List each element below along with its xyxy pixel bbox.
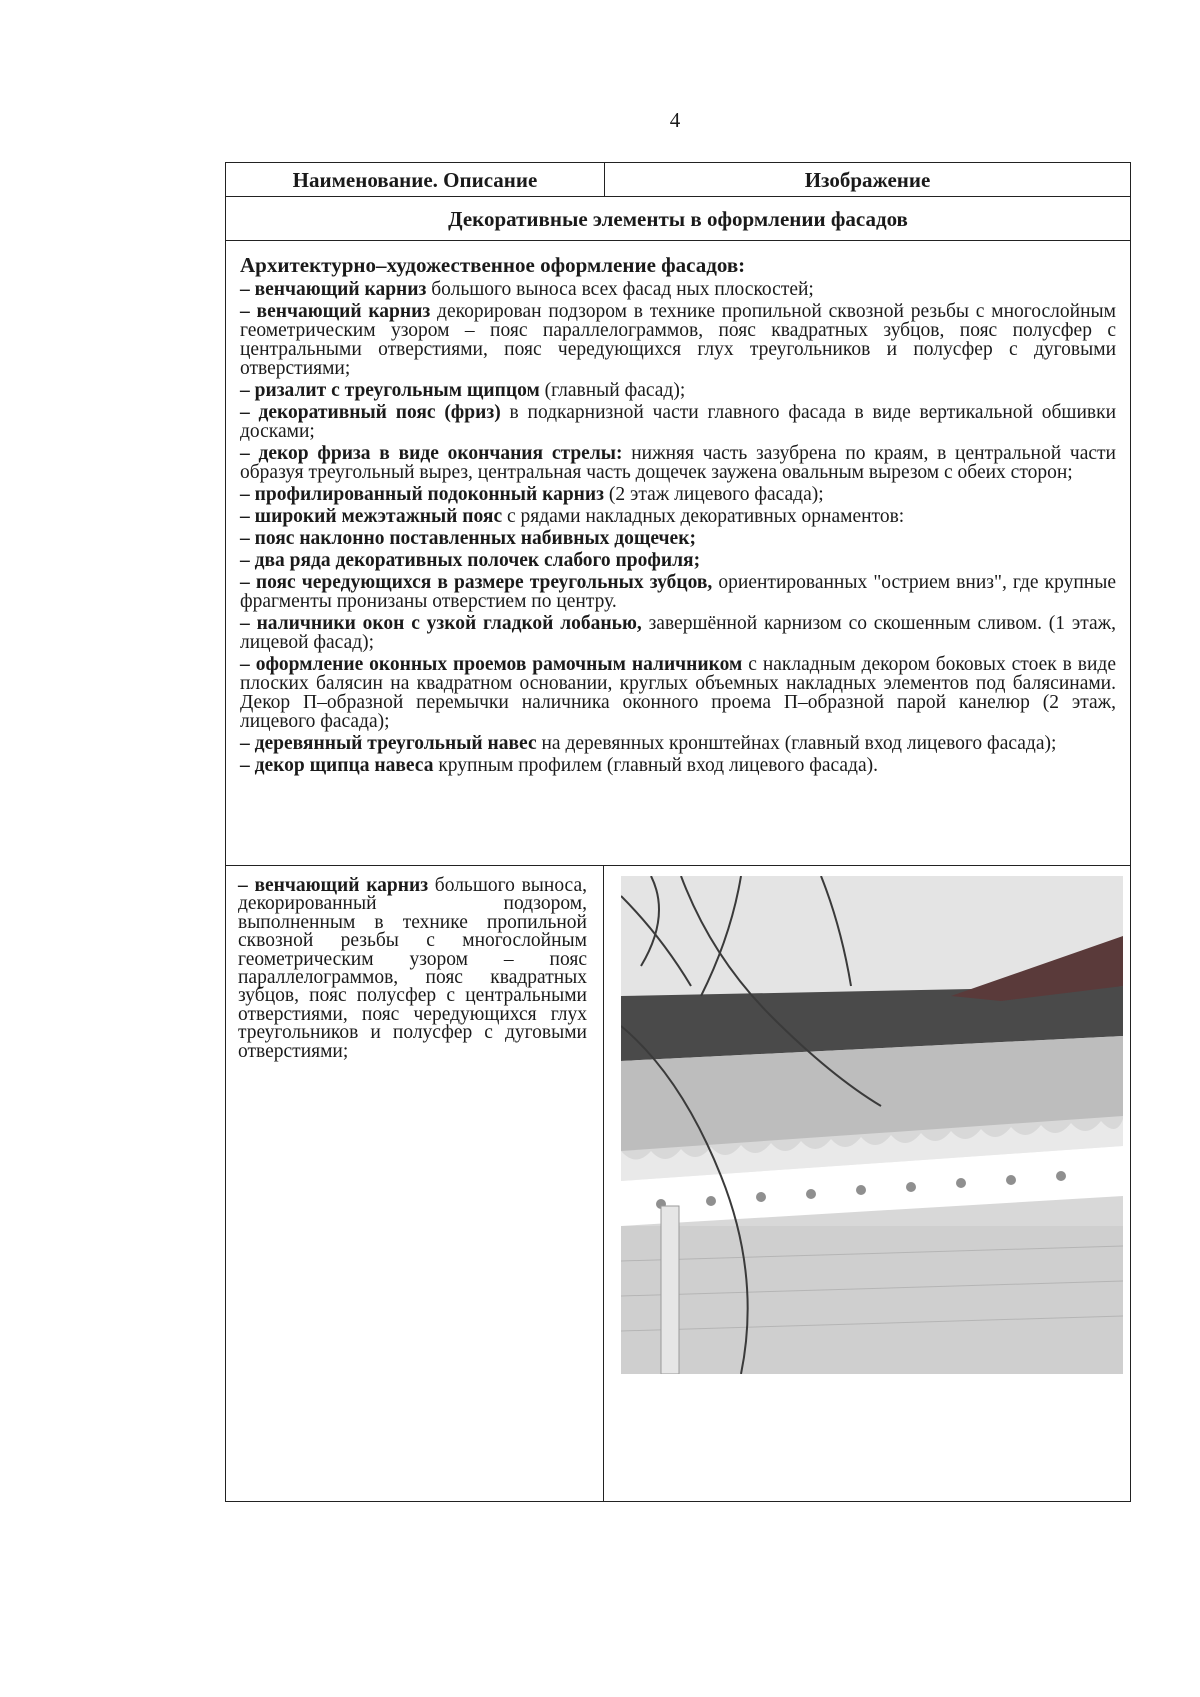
- column-header-image: Изображение: [804, 168, 931, 192]
- section-title: Декоративные элементы в оформлении фасадов: [226, 197, 1130, 241]
- list-item: – декор фриза в виде окончания стрелы: нижняя часть зазубрена по краям, в центральной части образуя треугольный вырез, центральная часть дощечек заужена овальным вырезом с обеих сторон;: [240, 443, 1116, 483]
- cornice-image-cell: [605, 866, 1130, 1501]
- list-item: – оформление оконных проемов рамочным наличником с накладным декором боковых стоек в виде плоских балясин на квадратном основании, круглых объемных накладных элементов под балясинами. Декор П–образной перемычки наличника оконного проема П–образной парой канелюр (2 этаж, лицевого фасада);: [240, 654, 1117, 732]
- list-item: – ризалит с треугольным щипцом (главный фасад);: [240, 380, 686, 401]
- list-item: – пояс наклонно поставленных набивных дощечек;: [240, 528, 696, 549]
- list-item: – декоративный пояс (фриз) в подкарнизной части главного фасада в виде вертикальной обшивки досками;: [240, 402, 1117, 442]
- list-item: – венчающий карниз большого выноса всех фасад ных плоскостей;: [240, 279, 814, 300]
- list-item: – два ряда декоративных полочек слабого профиля;: [240, 550, 701, 571]
- facade-description-cell: [226, 241, 1130, 866]
- list-item: – профилированный подоконный карниз (2 этаж лицевого фасада);: [240, 484, 824, 505]
- description-heading: Архитектурно–художественное оформление фасадов:: [240, 253, 746, 277]
- list-item: – наличники окон с узкой гладкой лобанью, завершённой карнизом со скошенным сливом. (1 этаж, лицевой фасад);: [240, 613, 1116, 653]
- description-table: [225, 162, 1131, 1502]
- table-header-row: [226, 163, 1130, 197]
- cornice-row: [226, 866, 1130, 1501]
- cornice-description: – венчающий карниз большого выноса, декорированный подзором, выполненным в технике пропильной сквозной резьбы с многослойным геометрическим узором – пояс параллелограммов, пояс квадратных зубцов, пояс полусфер с центральными отверстиями, пояс чередующихся глух треугольников и полусфер с дуговыми отверстиями;: [226, 866, 604, 1501]
- cornice-photo-drawing: [621, 876, 1123, 1374]
- list-item: – пояс чередующихся в размере треугольных зубцов, ориентированных "острием вниз", где крупные фрагменты пронизаны отверстием по центру.: [240, 572, 1116, 612]
- list-item: – деревянный треугольный навес на деревянных кронштейнах (главный вход лицевого фасада);: [240, 733, 1057, 754]
- list-item: – венчающий карниз декорирован подзором в технике пропильной сквозной резьбы с многослойным геометрическим узором – пояс параллелограммов, пояс квадратных зубцов, пояс полусфер с центральными отверстиями, пояс чередующихся глух треугольников и полусфер с дуговыми отверстиями;: [240, 301, 1116, 379]
- cornice-photo: [621, 876, 1123, 1374]
- page-number: 4: [669, 108, 681, 132]
- list-item: – декор щипца навеса крупным профилем (главный вход лицевого фасада).: [240, 755, 878, 776]
- column-header-name: Наименование. Описание: [226, 163, 605, 197]
- list-item: – широкий межэтажный пояс с рядами накладных декоративных орнаментов:: [240, 506, 905, 527]
